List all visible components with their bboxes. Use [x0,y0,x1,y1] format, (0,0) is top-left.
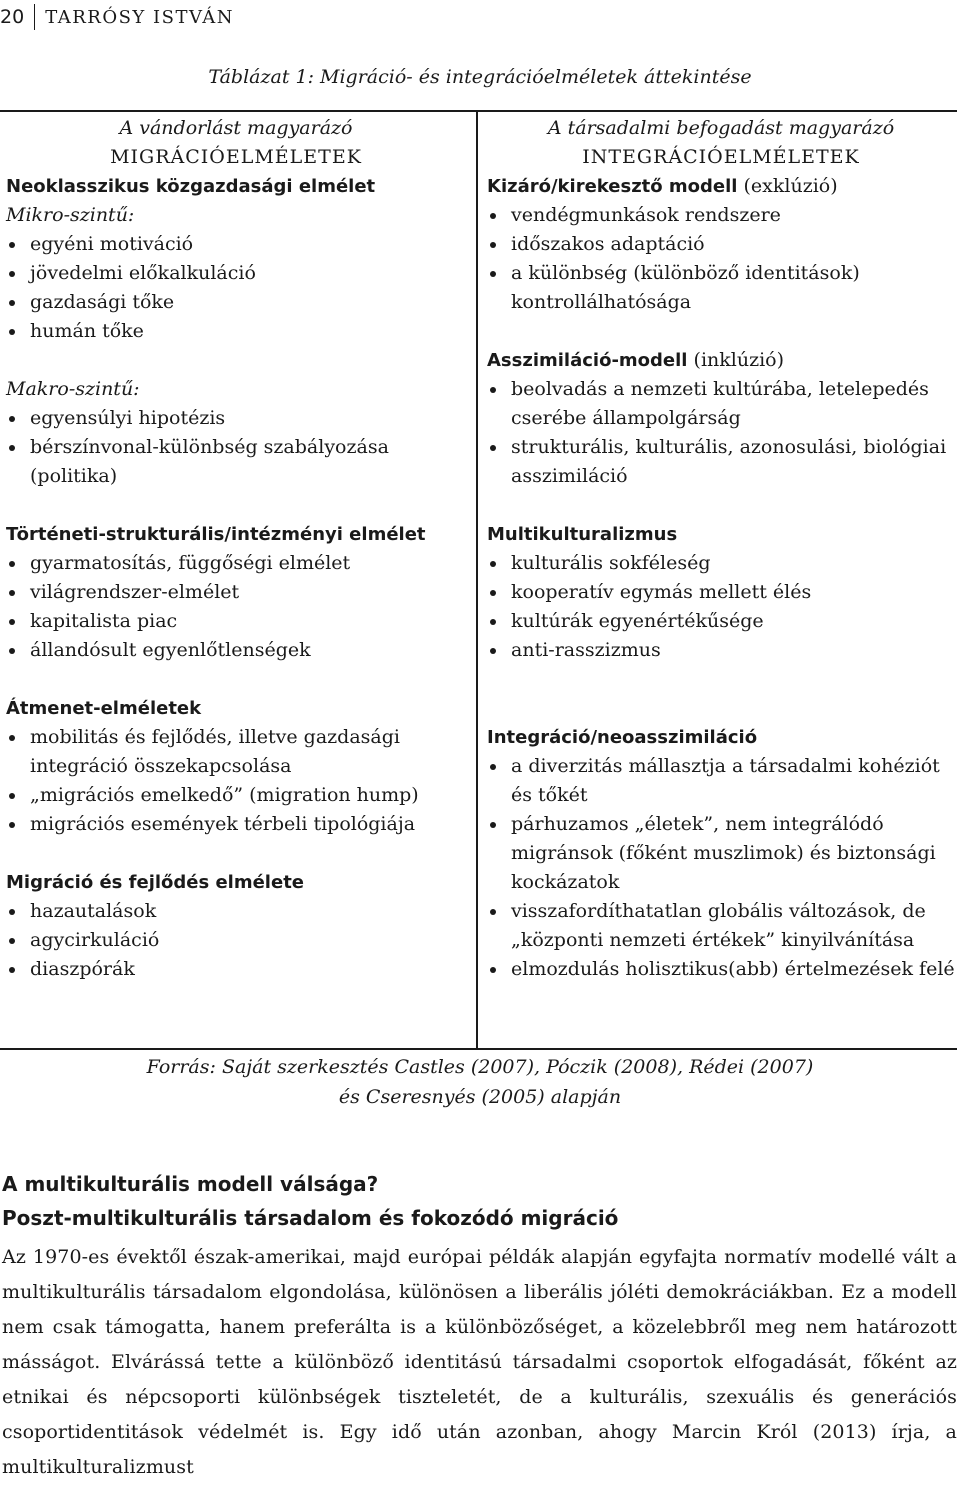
bullet-icon [490,561,496,567]
section-subheading: Poszt-multikulturális társadalom és fokozódó migráció [2,1206,619,1230]
bullet-icon [9,648,15,654]
list-item [487,433,955,491]
section-title: Asszimiláció-modell [487,350,688,371]
list-item-text: vendégmunkások rendszere [511,204,781,226]
running-author: TARRÓSY ISTVÁN [45,6,234,28]
left-header-title: MIGRÁCIÓELMÉLETEK [110,146,362,168]
list-item [6,404,466,433]
list-item [6,288,466,317]
migration-theories-column [6,114,466,984]
bullet-icon [490,909,496,915]
left-section [6,868,466,984]
header-divider [34,4,35,30]
list-item [6,607,466,636]
list-item [487,636,955,665]
table-source-note [0,1052,960,1112]
body-paragraph: Az 1970-es évektől észak-amerikai, majd európai példák alapján egyfajta normatív modellé vált a multikulturális társadalom elgondolása, különösen a liberális jóléti demokráciákban. Ez a modell nem csak támogatta, hanem preferálta is a különbözőséget, a közelebbről meg nem határozott másságot. Elvárássá tette a különböző identitású társadalmi csoportok elfogadását, főként az etnikai és népcsoporti különbségek tiszteletét, de a kulturális, szexuális és generációs csoportidentitások védelmét is. Egy idő után azonban, ahogy Marcin Król (2013) írja, a multikulturalizmust [2,1246,957,1478]
list-item [487,607,955,636]
list-item-text: humán tőke [30,320,144,342]
bullet-icon [490,967,496,973]
list-item-text: mobilitás és fejlődés, illetve gazdasági integráció összekapcsolása [30,726,400,777]
bullet-icon [490,387,496,393]
list-item [6,317,466,346]
bullet-icon [9,909,15,915]
list-item-text: migrációs események térbeli tipológiája [30,813,416,835]
right-section [487,520,955,665]
list-item-text: visszafordíthatatlan globális változások, de „központi nemzeti értékek” kinyilvánítása [511,900,926,951]
source-line: Forrás: Saját szerkesztés Castles (2007), Póczik (2008), Rédei (2007) [146,1056,814,1078]
list-item-text: jövedelmi előkalkuláció [30,262,256,284]
bullet-icon [9,793,15,799]
left-column-header [6,114,466,172]
list-item-text: bérszínvonal-különbség szabályozása (politika) [30,436,389,487]
right-column-header [487,114,955,172]
list-item [6,926,466,955]
table-column-divider [476,112,478,1048]
list-item-text: diaszpórák [30,958,135,980]
list-item [6,955,466,984]
list-item [487,810,955,897]
right-section [487,723,955,984]
integration-theories-column [487,114,955,984]
list-item [6,433,466,491]
list-item-text: elmozdulás holisztikus(abb) értelmezések felé [511,958,955,980]
list-item-text: kooperatív egymás mellett élés [511,581,812,603]
list-item-text: agycirkuláció [30,929,160,951]
bullet-icon [9,822,15,828]
bullet-icon [9,300,15,306]
list-item-text: állandósult egyenlőtlenségek [30,639,311,661]
section-title: Multikulturalizmus [487,524,678,545]
list-item [6,723,466,781]
list-item [6,230,466,259]
bullet-icon [490,764,496,770]
section-title: Neoklasszikus közgazdasági elmélet [6,176,376,197]
list-item-text: hazautalások [30,900,157,922]
bullet-icon [9,445,15,451]
bullet-icon [9,242,15,248]
bullet-icon [490,242,496,248]
source-line: és Cseresnyés (2005) alapján [338,1086,622,1108]
list-item-text: gazdasági tőke [30,291,175,313]
bullet-list [487,201,955,317]
bullet-icon [9,271,15,277]
section-title: Történeti-strukturális/intézményi elmélet [6,524,426,545]
list-item [6,259,466,288]
bullet-icon [9,329,15,335]
list-item [487,375,955,433]
bullet-icon [490,590,496,596]
list-item [6,636,466,665]
left-section [6,520,466,665]
section-title: Migráció és fejlődés elmélete [6,872,305,893]
bullet-icon [490,619,496,625]
right-section [487,346,955,491]
list-item [487,259,955,317]
list-item [487,230,955,259]
table-bottom-rule [0,1048,957,1050]
running-header [0,2,234,32]
bullet-icon [490,213,496,219]
list-item-text: a különbség (különböző identitások) kontrollálhatósága [511,262,860,313]
left-header-subtitle: A vándorlást magyarázó [119,117,353,139]
page-number: 20 [0,6,25,28]
right-header-subtitle: A társadalmi befogadást magyarázó [547,117,895,139]
bullet-list [6,230,466,346]
bullet-icon [9,735,15,741]
section-title: Átmenet-elméletek [6,698,202,719]
list-item [487,201,955,230]
list-item-text: kapitalista piac [30,610,178,632]
list-item-text: világrendszer-elmélet [30,581,240,603]
section-heading: A multikulturális modell válsága? [2,1172,379,1196]
bullet-list [487,752,955,984]
bullet-list [6,723,466,839]
bullet-list [487,549,955,665]
list-item-text: párhuzamos „életek”, nem integrálódó migránsok (főként muszlimok) és biztonsági kockázatok [511,813,936,893]
list-item [487,549,955,578]
list-item-text: kultúrák egyenértékűsége [511,610,764,632]
list-item-text: egyensúlyi hipotézis [30,407,226,429]
bullet-icon [9,619,15,625]
section-note: (exklúzió) [743,175,838,197]
list-item [6,578,466,607]
bullet-icon [9,967,15,973]
list-item-text: kulturális sokféleség [511,552,711,574]
list-item-text: anti-rasszizmus [511,639,661,661]
list-item-text: időszakos adaptáció [511,233,705,255]
list-item-text: beolvadás a nemzeti kultúrába, letelepedés cserébe állampolgárság [511,378,929,429]
bullet-icon [9,416,15,422]
bullet-list [6,897,466,984]
table-top-rule [0,110,957,112]
section-note: (inklúzió) [693,349,785,371]
table-caption: Táblázat 1: Migráció- és integrációelméletek áttekintése [208,66,752,88]
bullet-icon [490,445,496,451]
list-item [6,810,466,839]
bullet-icon [490,271,496,277]
list-item [6,549,466,578]
list-item-text: a diverzitás mállasztja a társadalmi kohéziót és tőkét [511,755,940,806]
list-item [487,955,955,984]
left-section [6,172,466,491]
list-item-text: gyarmatosítás, függőségi elmélet [30,552,351,574]
group-label: Mikro-szintű: [6,204,135,226]
section-title: Kizáró/kirekesztő modell [487,176,738,197]
list-item [6,781,466,810]
left-section [6,694,466,839]
bullet-icon [9,938,15,944]
bullet-list [487,375,955,491]
list-item-text: strukturális, kulturális, azonosulási, biológiai asszimiláció [511,436,947,487]
bullet-icon [9,561,15,567]
list-item [6,897,466,926]
bullet-icon [490,822,496,828]
bullet-icon [9,590,15,596]
bullet-icon [490,648,496,654]
right-header-title: INTEGRÁCIÓELMÉLETEK [582,146,860,168]
section-title: Integráció/neoasszimiláció [487,727,758,748]
bullet-list [6,404,466,491]
bullet-list [6,549,466,665]
list-item [487,578,955,607]
right-section [487,172,955,317]
list-item [487,752,955,810]
list-item-text: egyéni motiváció [30,233,194,255]
list-item [487,897,955,955]
list-item-text: „migrációs emelkedő” (migration hump) [30,784,419,806]
group-label: Makro-szintű: [6,378,140,400]
